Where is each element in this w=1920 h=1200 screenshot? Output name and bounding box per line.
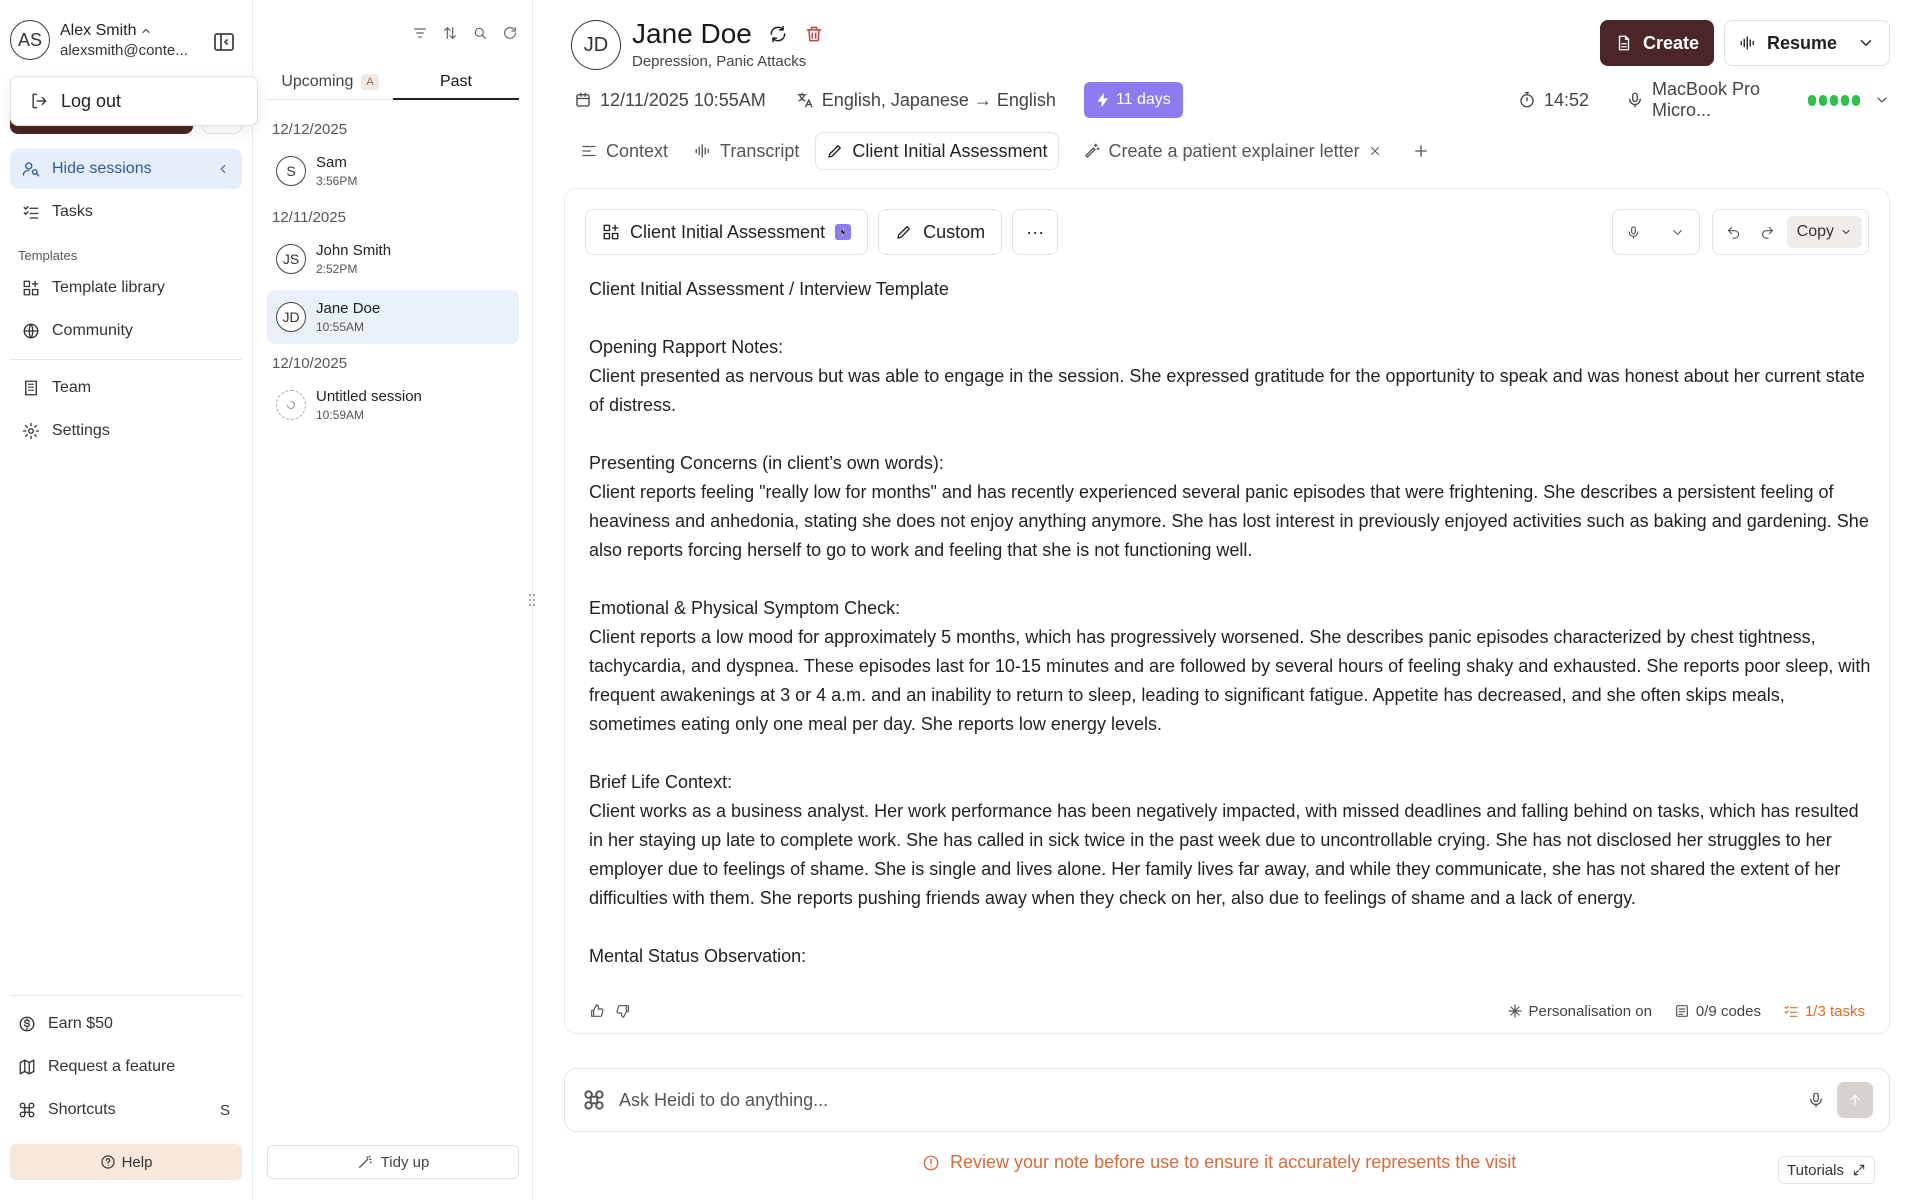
template-selector[interactable] — [585, 209, 868, 255]
date-group-label: 12/12/2025 — [272, 120, 348, 138]
note-content[interactable]: Client Initial Assessment / Interview Template Opening Rapport Notes: Client presented as nervous but was able to engage in the session. She expressed gratitude for the opportunity to speak and was honest about her current state of distress. Presenting Concerns (in client’s own words): Client reports feeling "really low for months" and has recently experienced several panic episodes that were frightening. She describes a persistent feeling of heaviness and anhedonia, stating she does not enjoy anything anymore. She has lost interest in previously enjoyed activities such as baking and gardening. She also reports forcing herself to go to work and feeling that she is not functioning well. Emotional & Physical Symptom Check: Client reports a low mood for approximately 5 months, which has progressively worsened. She describes panic episodes characterized by chest tightness, tachycardia, and dyspnea. These episodes last for 10-15 minutes and are followed by several hours of feeling shaky and exhausted. She reports poor sleep, with frequent awakenings at 3 or 4 a.m. and an inability to return to sleep, leading to significant fatigue. Appetite has decreased, and she often skips meals, sometimes eating only one meal per day. She reports low energy levels. Brief Life Context: Client works as a business analyst. Her work performance has been negatively impacted, with missed deadlines and falling behind on tasks, which has resulted in her staying up late to complete work. She has called in sick twice in the past week due to uncontrollable crying. She has not disclosed her struggles to her employer due to feelings of shame. She is single and lives alone. Her family lives far away, and while they communicate, she has not shared the extent of her difficulties with them. She reports pushing friends away when they check on her, also due to feelings of shame and a lack of energy. Mental Status Observation: — [589, 279, 1871, 966]
templates-section-label: Templates — [18, 247, 78, 263]
refresh-icon[interactable] — [502, 25, 518, 41]
session-avatar: JS — [276, 244, 306, 274]
editor-footer — [589, 999, 1865, 1023]
dollar-icon — [18, 1015, 36, 1033]
microphone-icon[interactable] — [1807, 1091, 1825, 1109]
map-icon — [18, 1058, 36, 1076]
template-library-icon — [22, 279, 40, 297]
more-icon: ··· — [1026, 221, 1045, 242]
session-avatar: S — [276, 156, 306, 186]
patient-avatar: JD — [571, 20, 621, 70]
editor-toolbar — [585, 209, 1058, 255]
help-icon — [100, 1154, 116, 1170]
tutorials-button[interactable] — [1778, 1156, 1875, 1184]
arrow-up-icon — [1847, 1092, 1863, 1108]
document-icon — [1615, 34, 1633, 52]
session-name: Untitled session — [316, 388, 422, 405]
sidebar-item-tasks[interactable] — [10, 192, 242, 232]
help-button[interactable] — [10, 1144, 242, 1180]
tab-label: Past — [439, 72, 472, 90]
user-menu[interactable] — [10, 20, 188, 60]
tab-label: Upcoming — [281, 72, 354, 90]
thumbs-up-icon[interactable] — [589, 1003, 605, 1019]
session-name: Sam — [316, 154, 347, 171]
logout-label: Log out — [61, 90, 122, 111]
session-time: 3:56PM — [316, 174, 358, 188]
custom-button[interactable] — [878, 209, 1002, 255]
chevron-left-icon — [216, 162, 230, 176]
create-label: Create — [1642, 32, 1700, 53]
plus-icon — [1412, 142, 1430, 160]
calendar-icon — [574, 91, 592, 109]
main-content — [534, 0, 1920, 1200]
waveform-icon — [1739, 34, 1757, 52]
date-group-label: 12/10/2025 — [272, 354, 348, 372]
session-tabs — [267, 64, 519, 100]
sidebar-item-label: Team — [52, 379, 92, 396]
language-text: English, Japanese → English — [821, 89, 1056, 110]
microphone-icon — [1626, 225, 1641, 240]
help-label: Help — [121, 1153, 153, 1171]
sidebar-item-shortcuts[interactable] — [10, 1090, 242, 1130]
tab-label: Transcript — [720, 140, 800, 161]
tasks-icon — [22, 203, 40, 221]
patient-header — [632, 18, 824, 50]
session-avatar-placeholder — [276, 390, 306, 420]
redo-button[interactable] — [1753, 217, 1783, 247]
user-info[interactable] — [60, 22, 188, 59]
tab-upcoming[interactable] — [267, 64, 393, 99]
session-avatar: JD — [276, 302, 306, 332]
alert-circle-icon — [922, 1154, 940, 1172]
session-item[interactable] — [267, 378, 519, 432]
sessions-toolbar — [412, 25, 518, 41]
more-options-button[interactable] — [1012, 209, 1058, 255]
editor-actions — [1612, 209, 1869, 255]
note-tabs — [570, 132, 1444, 170]
sessions-panel — [253, 0, 533, 1200]
search-icon[interactable] — [472, 25, 488, 41]
session-item-active[interactable] — [267, 290, 519, 344]
link-patient-icon[interactable] — [768, 24, 788, 44]
sidebar-item-label: Hide sessions — [52, 160, 152, 177]
secondary-nav — [10, 995, 242, 1130]
command-icon — [18, 1101, 36, 1119]
expand-icon — [1852, 1163, 1866, 1177]
sidebar-item-community[interactable] — [10, 311, 242, 351]
gear-icon — [22, 422, 40, 440]
chevron-down-icon — [1874, 92, 1890, 108]
tutorials-label: Tutorials — [1787, 1161, 1844, 1179]
tidy-up-label: Tidy up — [380, 1153, 430, 1171]
avatar[interactable]: AS — [10, 20, 50, 60]
divider — [10, 359, 242, 360]
trash-icon[interactable] — [804, 24, 824, 44]
codes-icon — [1674, 1003, 1690, 1019]
logout-icon — [29, 91, 49, 111]
create-button[interactable] — [1600, 20, 1714, 66]
session-name: Jane Doe — [316, 300, 381, 317]
session-meta-row — [574, 79, 1890, 120]
sidebar-item-label: Settings — [52, 422, 110, 439]
sparkle-pencil-icon — [1083, 142, 1101, 160]
history-copy-group — [1712, 209, 1869, 255]
sidebar-item-hide-sessions[interactable] — [10, 149, 242, 189]
undo-button[interactable] — [1719, 217, 1749, 247]
sparkle-icon — [1507, 1003, 1523, 1019]
sidebar-item-label: Tasks — [52, 203, 93, 220]
close-icon[interactable] — [1368, 144, 1382, 158]
user-email: alexsmith@conte... — [60, 41, 188, 59]
filter-icon[interactable] — [412, 25, 428, 41]
copy-button[interactable] — [1787, 216, 1862, 248]
globe-icon — [22, 322, 40, 340]
timer-text: 14:52 — [1544, 89, 1590, 110]
dictation-group — [1612, 209, 1700, 255]
mic-level-indicator — [1808, 95, 1860, 106]
redo-icon — [1760, 225, 1775, 240]
dashed-circle-icon — [284, 398, 298, 412]
sort-icon[interactable] — [442, 25, 458, 41]
sidebar-toggle-icon[interactable] — [212, 30, 236, 54]
tasks-icon — [1783, 1003, 1799, 1019]
sidebar-item-template-library[interactable] — [10, 268, 242, 308]
resume-label: Resume — [1767, 32, 1838, 53]
custom-label: Custom — [923, 221, 986, 242]
lines-icon — [580, 142, 598, 160]
datetime-text: 12/11/2025 10:55AM — [600, 89, 766, 110]
add-tab-button[interactable] — [1398, 132, 1444, 170]
sidebar-item-earn[interactable] — [10, 1004, 242, 1044]
tab-label: Context — [606, 140, 669, 161]
logout-menu-item[interactable] — [10, 76, 258, 126]
assistant-logo-icon — [581, 1087, 607, 1113]
tasks-text: 1/3 tasks — [1804, 1002, 1865, 1020]
personalisation-status[interactable] — [1507, 1003, 1652, 1020]
session-name: John Smith — [316, 242, 392, 259]
session-time: 10:59AM — [316, 408, 365, 422]
note-editor — [564, 188, 1890, 1034]
dictate-button[interactable] — [1619, 217, 1649, 247]
user-name[interactable] — [60, 22, 188, 40]
undo-icon — [1726, 225, 1741, 240]
microphone-selector[interactable] — [1626, 79, 1890, 120]
translate-icon — [796, 91, 814, 109]
sidebar-item-label: Template library — [52, 279, 165, 296]
tasks-status[interactable] — [1783, 1003, 1865, 1020]
session-item[interactable] — [267, 144, 519, 198]
session-time: 2:52PM — [316, 262, 358, 276]
sidebar-item-request-feature[interactable] — [10, 1047, 242, 1087]
patient-conditions: Depression, Panic Attacks — [632, 53, 807, 70]
editor-status — [1507, 1003, 1866, 1020]
tidy-up-button[interactable] — [267, 1145, 519, 1179]
sidebar-item-label: Community — [52, 322, 133, 339]
chevron-down-icon[interactable] — [1857, 34, 1875, 52]
codes-status[interactable] — [1674, 1003, 1761, 1020]
sidebar-item-team[interactable] — [10, 368, 242, 408]
session-timer — [1518, 82, 1589, 118]
codes-text: 0/9 codes — [1695, 1002, 1761, 1020]
ask-heidi-bar[interactable] — [564, 1068, 1890, 1132]
left-sidebar — [0, 0, 253, 1200]
session-item[interactable] — [267, 232, 519, 286]
bolt-icon — [835, 224, 851, 240]
sidebar-item-label: Request a feature — [48, 1058, 176, 1075]
tab-transcript[interactable] — [684, 132, 809, 170]
template-name: Client Initial Assessment — [630, 221, 826, 242]
personalisation-text: Personalisation on — [1528, 1002, 1652, 1020]
tab-client-initial-assessment[interactable] — [815, 132, 1058, 170]
language-selector[interactable] — [796, 90, 1056, 111]
patient-name[interactable]: Jane Doe — [632, 18, 752, 49]
session-list — [267, 110, 519, 436]
send-button[interactable] — [1837, 1082, 1873, 1118]
thumbs-down-icon[interactable] — [615, 1003, 631, 1019]
tab-patient-explainer-letter[interactable] — [1073, 132, 1392, 170]
chevron-up-icon — [140, 25, 152, 37]
warning-text: Review your note before use to ensure it accurately represents the visit — [950, 1152, 1517, 1172]
bolt-icon — [1096, 93, 1110, 107]
user-name-text: Alex Smith — [60, 21, 137, 39]
sidebar-item-label: Earn $50 — [48, 1015, 113, 1032]
tab-context[interactable] — [570, 132, 678, 170]
tab-label: Create a patient explainer letter — [1108, 140, 1360, 161]
session-time: 10:55AM — [316, 320, 365, 334]
date-group-label: 12/11/2025 — [272, 208, 346, 226]
ask-input[interactable]: Ask Heidi to do anything... — [619, 1089, 829, 1110]
microphone-name: MacBook Pro Micro... — [1652, 79, 1761, 120]
user-search-icon — [22, 160, 40, 178]
review-warning — [922, 1152, 1516, 1173]
days-badge[interactable] — [1084, 82, 1183, 118]
upcoming-count-badge: A — [361, 74, 378, 90]
resume-button[interactable] — [1724, 20, 1890, 66]
tab-label: Client Initial Assessment — [852, 140, 1048, 161]
building-icon — [22, 379, 40, 397]
session-datetime[interactable] — [574, 90, 766, 111]
pencil-icon — [826, 142, 844, 160]
microphone-icon — [1626, 91, 1644, 109]
shortcut-key: S — [219, 1101, 230, 1119]
days-text: 11 days — [1115, 91, 1171, 108]
pencil-icon — [895, 223, 913, 241]
sidebar-item-label: Shortcuts — [48, 1101, 116, 1118]
magic-wand-icon — [357, 1154, 373, 1170]
waveform-icon — [694, 142, 712, 160]
template-icon — [602, 223, 620, 241]
dictation-options-button[interactable] — [1663, 217, 1693, 247]
stopwatch-icon — [1518, 91, 1536, 109]
tab-past[interactable] — [393, 64, 519, 99]
sidebar-item-settings[interactable] — [10, 411, 242, 451]
divider — [10, 995, 242, 996]
copy-label: Copy — [1796, 223, 1834, 240]
chevron-down-icon — [1670, 225, 1685, 240]
chevron-down-icon — [1840, 226, 1852, 238]
primary-nav — [10, 149, 242, 451]
